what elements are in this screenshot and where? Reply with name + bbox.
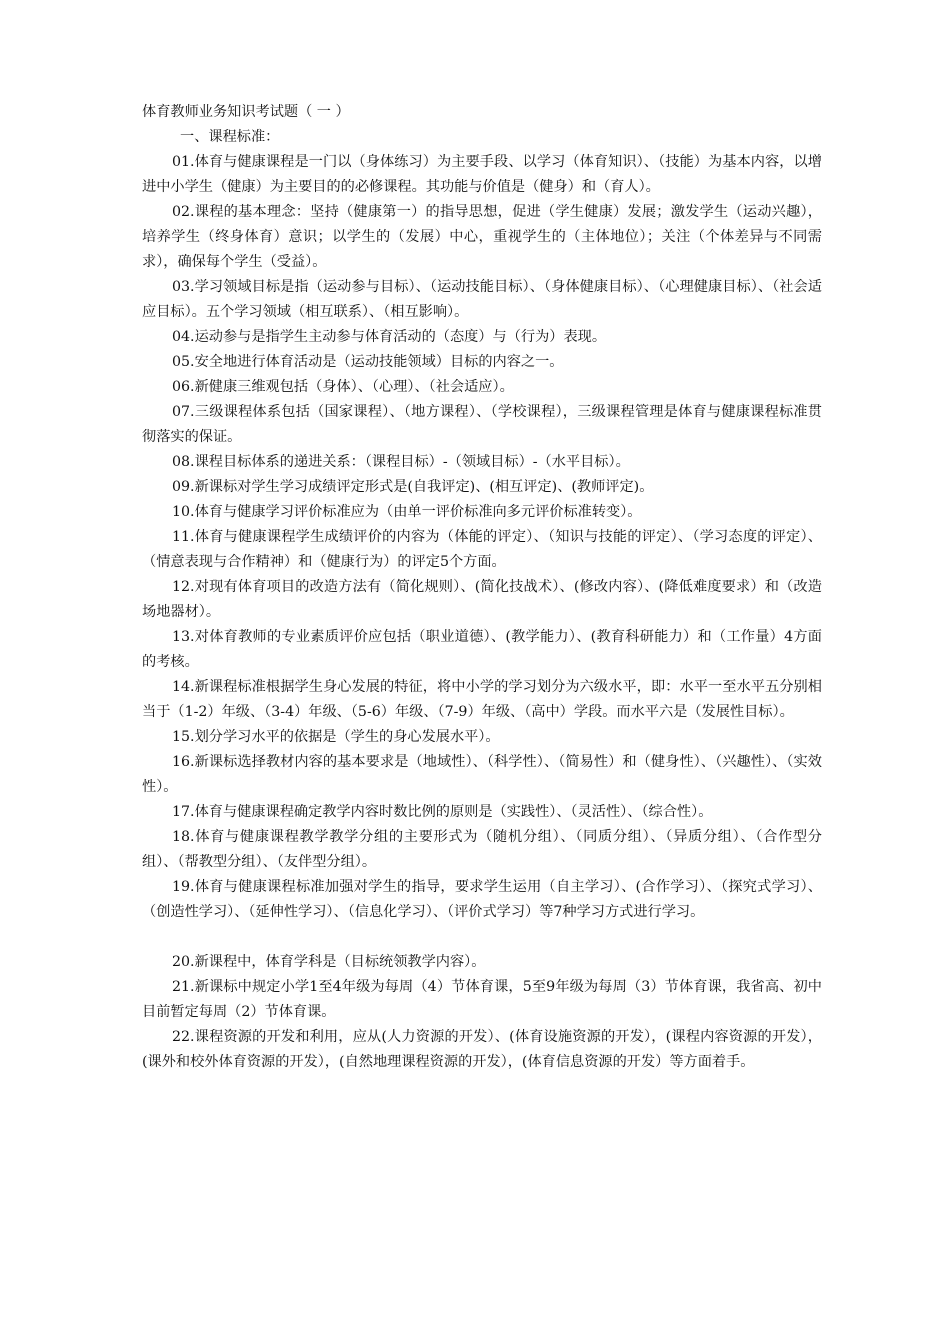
question-item: 12.对现有体育项目的改造方法有（简化规则）、(简化技战术）、(修改内容）、(降低难度要求）和（改造场地器材）。 xyxy=(142,579,822,620)
question-item: 15.划分学习水平的依据是（学生的身心发展水平）。 xyxy=(172,729,500,745)
question-item: 07.三级课程体系包括（国家课程）、（地方课程）、（学校课程），三级课程管理是体育与健康课程标准贯彻落实的保证。 xyxy=(142,404,822,445)
question-item: 10.体育与健康学习评价标准应为（由单一评价标准向多元评价标准转变）。 xyxy=(172,504,642,520)
question-item: 16.新课标选择教材内容的基本要求是（地域性）、（科学性）、（简易性）和（健身性）、（兴趣性）、（实效性）。 xyxy=(142,754,822,795)
blank-line xyxy=(142,925,822,950)
question-item: 02.课程的基本理念：坚持（健康第一）的指导思想，促进（学生健康）发展；激发学生（运动兴趣），培养学生（终身体育）意识；以学生的（发展）中心，重视学生的（主体地位）；关注（个体差异与不同需求），确保每个学生（受益）。 xyxy=(142,204,822,270)
question-item: 19.体育与健康课程标准加强对学生的指导，要求学生运用（自主学习）、(合作学习）、（探究式学习）、（创造性学习）、（延伸性学习）、（信息化学习）、（评价式学习）等7种学习方式进行学习。 xyxy=(142,879,822,920)
question-item: 14.新课程标准根据学生身心发展的特征，将中小学的学习划分为六级水平，即：水平一至水平五分别相当于（1-2）年级、（3-4）年级、（5-6）年级、（7-9）年级、（高中）学段。而水平六是（发展性目标）。 xyxy=(142,679,822,720)
question-item: 08.课程目标体系的递进关系：（课程目标）-（领域目标）-（水平目标）。 xyxy=(172,454,630,470)
question-item: 09.新课标对学生学习成绩评定形式是(自我评定)、(相互评定)、(教师评定)。 xyxy=(172,479,654,495)
document-body xyxy=(142,100,822,1075)
question-item: 18.体育与健康课程教学教学分组的主要形式为（随机分组）、（同质分组）、（异质分组）、（合作型分组）、（帮教型分组）、（友伴型分组）。 xyxy=(142,829,822,870)
question-item: 11.体育与健康课程学生成绩评价的内容为（体能的评定）、（知识与技能的评定）、（学习态度的评定）、（情意表现与合作精神）和（健康行为）的评定5个方面。 xyxy=(142,529,822,570)
question-item: 21.新课标中规定小学1至4年级为每周（4）节体育课，5至9年级为每周（3）节体育课，我省高、初中目前暂定每周（2）节体育课。 xyxy=(142,979,822,1020)
section-heading: 一、课程标准： xyxy=(180,129,280,145)
question-item: 13.对体育教师的专业素质评价应包括（职业道德）、(教学能力）、(教育科研能力）和（工作量）4方面的考核。 xyxy=(142,629,822,670)
question-item: 06.新健康三维观包括（身体）、（心理）、（社会适应）。 xyxy=(172,379,514,395)
question-item: 05.安全地进行体育活动是（运动技能领域）目标的内容之一。 xyxy=(172,354,564,370)
question-item: 04.运动参与是指学生主动参与体育活动的（态度）与（行为）表现。 xyxy=(172,329,607,345)
question-item: 22.课程资源的开发和利用，应从(人力资源的开发）、(体育设施资源的开发），(课程内容资源的开发），(课外和校外体育资源的开发），(自然地理课程资源的开发），(体育信息资源的开发）等方面着手。 xyxy=(142,1029,822,1070)
question-item: 01.体育与健康课程是一门以（身体练习）为主要手段、以学习（体育知识）、（技能）为基本内容，以增进中小学生（健康）为主要目的的必修课程。其功能与价值是（健身）和（育人）。 xyxy=(142,154,822,195)
question-item: 03.学习领域目标是指（运动参与目标）、（运动技能目标）、（身体健康目标）、（心理健康目标）、（社会适应目标）。五个学习领域（相互联系）、（相互影响）。 xyxy=(142,279,822,320)
document-title: 体育教师业务知识考试题（ 一 ） xyxy=(142,104,350,120)
question-item: 17.体育与健康课程确定教学内容时数比例的原则是（实践性）、（灵活性）、（综合性）。 xyxy=(172,804,713,820)
question-item: 20.新课程中，体育学科是（目标统领教学内容）。 xyxy=(172,954,486,970)
